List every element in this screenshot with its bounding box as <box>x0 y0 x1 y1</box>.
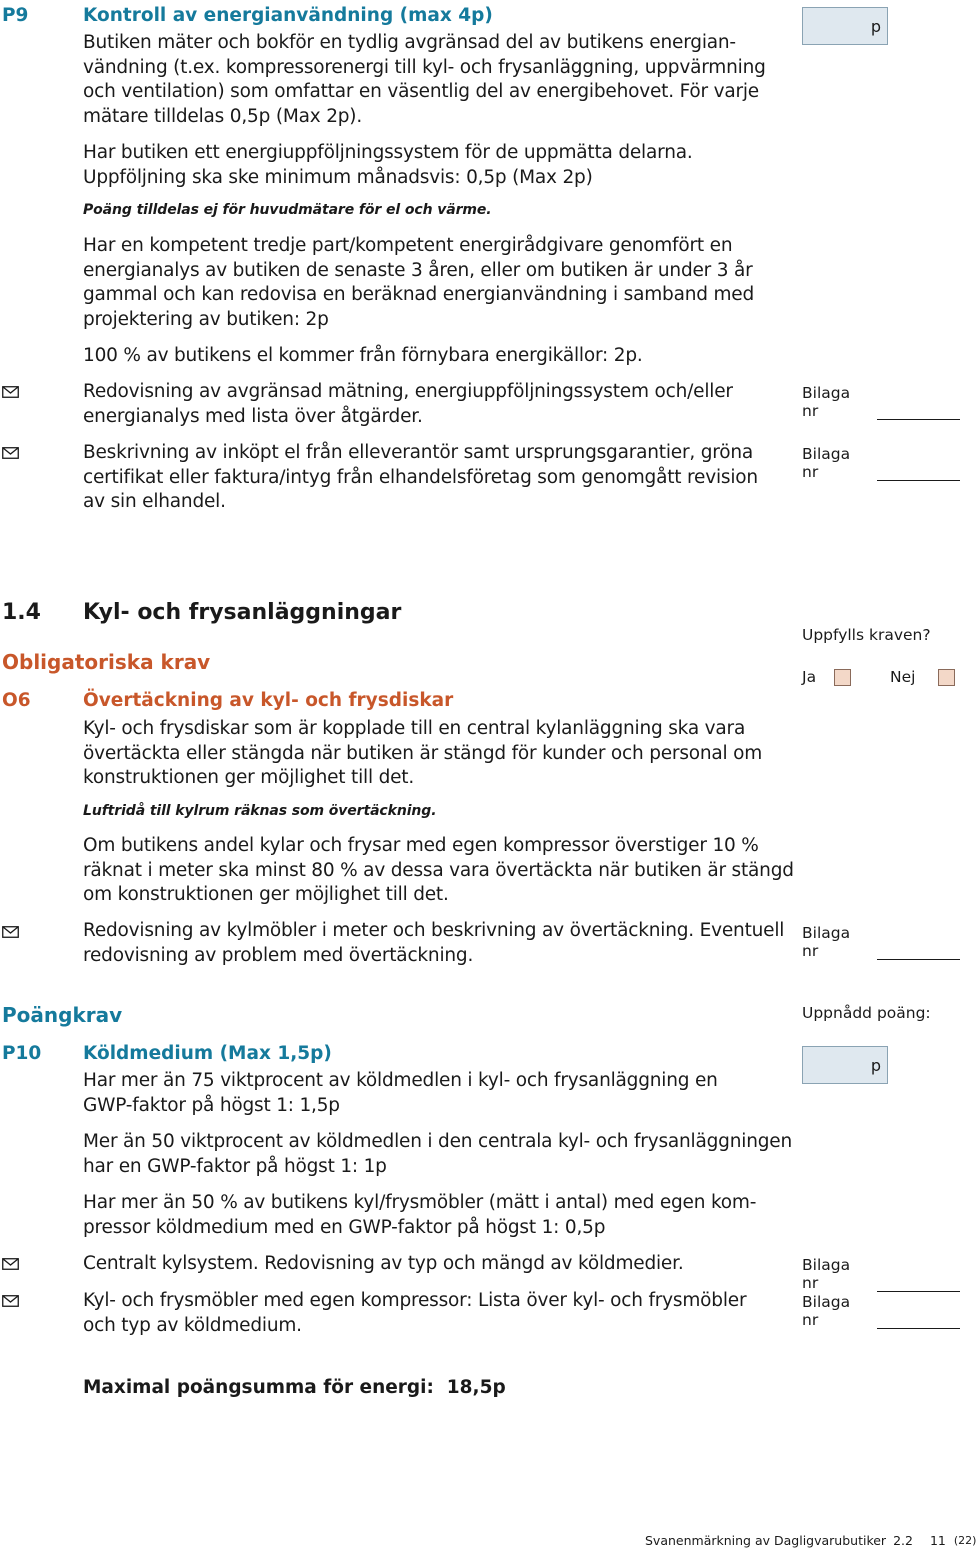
criterion-title-p10: Köldmedium (Max 1,5p) <box>83 1043 332 1064</box>
criterion-code-p9: P9 <box>2 5 29 26</box>
criterion-code-o6: O6 <box>2 690 31 711</box>
criterion-code-p10: P10 <box>2 1043 42 1064</box>
footer-document-title: Svanenmärkning av Dagligvarubutiker <box>645 1533 887 1548</box>
bilaga-number-line[interactable] <box>877 1277 960 1292</box>
o6-paragraph-1: Kyl- och frysdiskar som är kopplade till en central kylanläggning ska vara övertäckta eller stängda när butiken är stängd för kunder och personal om konstruktionen ger möjlighet till det. <box>83 718 763 789</box>
bilaga-label: Bilaga nr <box>802 924 851 960</box>
points-input-p10[interactable] <box>802 1046 888 1084</box>
points-unit: p <box>870 1055 881 1075</box>
yes-checkbox[interactable] <box>834 669 851 686</box>
points-input-p9[interactable] <box>802 7 888 45</box>
yes-option[interactable] <box>802 668 851 686</box>
no-checkbox[interactable] <box>938 669 955 686</box>
yes-label: Ja <box>802 668 817 686</box>
p9-note: Poäng tilldelas ej för huvudmätare för el och värme. <box>83 202 492 218</box>
o6-paragraph-2: Om butikens andel kylar och frysar med egen kompressor överstiger 10 % räknat i meter ska minst 80 % av dessa vara övertäckta när butiken är stängd om konstruktionen ger möjlighet till det. <box>83 835 794 906</box>
o6-note: Luftridå till kylrum räknas som övertäckning. <box>83 803 437 819</box>
footer <box>645 1533 976 1548</box>
obligatory-heading: Obligatoriska krav <box>2 650 211 674</box>
bilaga-number-line[interactable] <box>877 466 960 481</box>
bilaga-label: Bilaga nr <box>802 1293 851 1329</box>
bilaga-field-p10-2[interactable] <box>802 1293 960 1329</box>
p10-paragraph-1: Har mer än 75 viktprocent av köldmedlen i kyl- och frysanläggning en GWP-faktor på högst 1: 1,5p <box>83 1070 718 1116</box>
envelope-icon <box>2 926 19 938</box>
bilaga-field-o6[interactable] <box>802 924 960 960</box>
p9-paragraph-1: Butiken mäter och bokför en tydlig avgränsad del av butikens energian- vändning (t.ex. kompressorenergi till kyl- och frysanläggning, uppvärmning och ventilation) som omfattar en väsentlig del av energibehovet. För varje mätare tilldelas 0,5p (Max 2p). <box>83 32 766 127</box>
points-unit: p <box>870 16 881 36</box>
bilaga-number-line[interactable] <box>877 1314 960 1329</box>
p9-paragraph-3: Har en kompetent tredje part/kompetent energirådgivare genomfört en energianalys av butiken de senaste 3 åren, eller om butiken är under 3 år gammal och kan redovisa en beräknad energianvändning i samband med projektering av butiken: 2p <box>83 235 755 330</box>
bilaga-field-p10-1[interactable] <box>802 1256 960 1292</box>
bilaga-label: Bilaga nr <box>802 384 851 420</box>
no-label: Nej <box>890 668 916 686</box>
requirements-met-question: Uppfylls kraven? <box>802 626 931 644</box>
p10-paragraph-3: Har mer än 50 % av butikens kyl/frysmöbler (mätt i antal) med egen kom- pressor köldmedium med en GWP-faktor på högst 1: 0,5p <box>83 1192 757 1238</box>
p9-paragraph-2: Har butiken ett energiuppföljningssystem för de uppmätta delarna. Uppföljning ska ske minimum månadsvis: 0,5p (Max 2p) <box>83 142 693 188</box>
bilaga-field-p9-2[interactable] <box>802 445 960 481</box>
section-number: 1.4 <box>2 600 41 625</box>
envelope-icon <box>2 1258 19 1270</box>
bilaga-field-p9-1[interactable] <box>802 384 960 420</box>
criterion-title-o6: Övertäckning av kyl- och frysdiskar <box>83 690 454 711</box>
bilaga-number-line[interactable] <box>877 945 960 960</box>
bilaga-label: Bilaga nr <box>802 445 851 481</box>
p10-paragraph-2: Mer än 50 viktprocent av köldmedlen i den centrala kyl- och frysanläggningen har en GWP-faktor på högst 1: 1p <box>83 1131 792 1177</box>
p9-documentation-1: Redovisning av avgränsad mätning, energiuppföljningssystem och/eller energianalys med lista över åtgärder. <box>83 381 733 427</box>
section-title: Kyl- och frysanläggningar <box>83 600 402 625</box>
criterion-title-p9: Kontroll av energianvändning (max 4p) <box>83 5 493 26</box>
envelope-icon <box>2 447 19 459</box>
achieved-points-label: Uppnådd poäng: <box>802 1004 931 1022</box>
envelope-icon <box>2 386 19 398</box>
p10-documentation-1: Centralt kylsystem. Redovisning av typ och mängd av köldmedier. <box>83 1253 684 1274</box>
p10-documentation-2: Kyl- och frysmöbler med egen kompressor: Lista över kyl- och frysmöbler och typ av köldmedium. <box>83 1290 747 1336</box>
p9-documentation-2: Beskrivning av inköpt el från elleverantör samt ursprungsgarantier, gröna certifikat eller faktura/intyg från elhandelsföretag som genomgått revision av sin elhandel. <box>83 442 758 513</box>
footer-version: 2.2 <box>893 1533 913 1548</box>
o6-documentation-1: Redovisning av kylmöbler i meter och beskrivning av övertäckning. Eventuell redovisning av problem med övertäckning. <box>83 920 785 966</box>
footer-page-number: 11 <box>929 1533 946 1548</box>
envelope-icon <box>2 1295 19 1307</box>
bilaga-label: Bilaga nr <box>802 1256 851 1292</box>
points-heading: Poängkrav <box>2 1003 123 1027</box>
max-points-total: Maximal poängsumma för energi: 18,5p <box>83 1377 506 1398</box>
no-option[interactable] <box>890 668 955 686</box>
p9-paragraph-4: 100 % av butikens el kommer från förnybara energikällor: 2p. <box>83 345 643 366</box>
bilaga-number-line[interactable] <box>877 405 960 420</box>
footer-total-pages: (22) <box>953 1534 976 1547</box>
